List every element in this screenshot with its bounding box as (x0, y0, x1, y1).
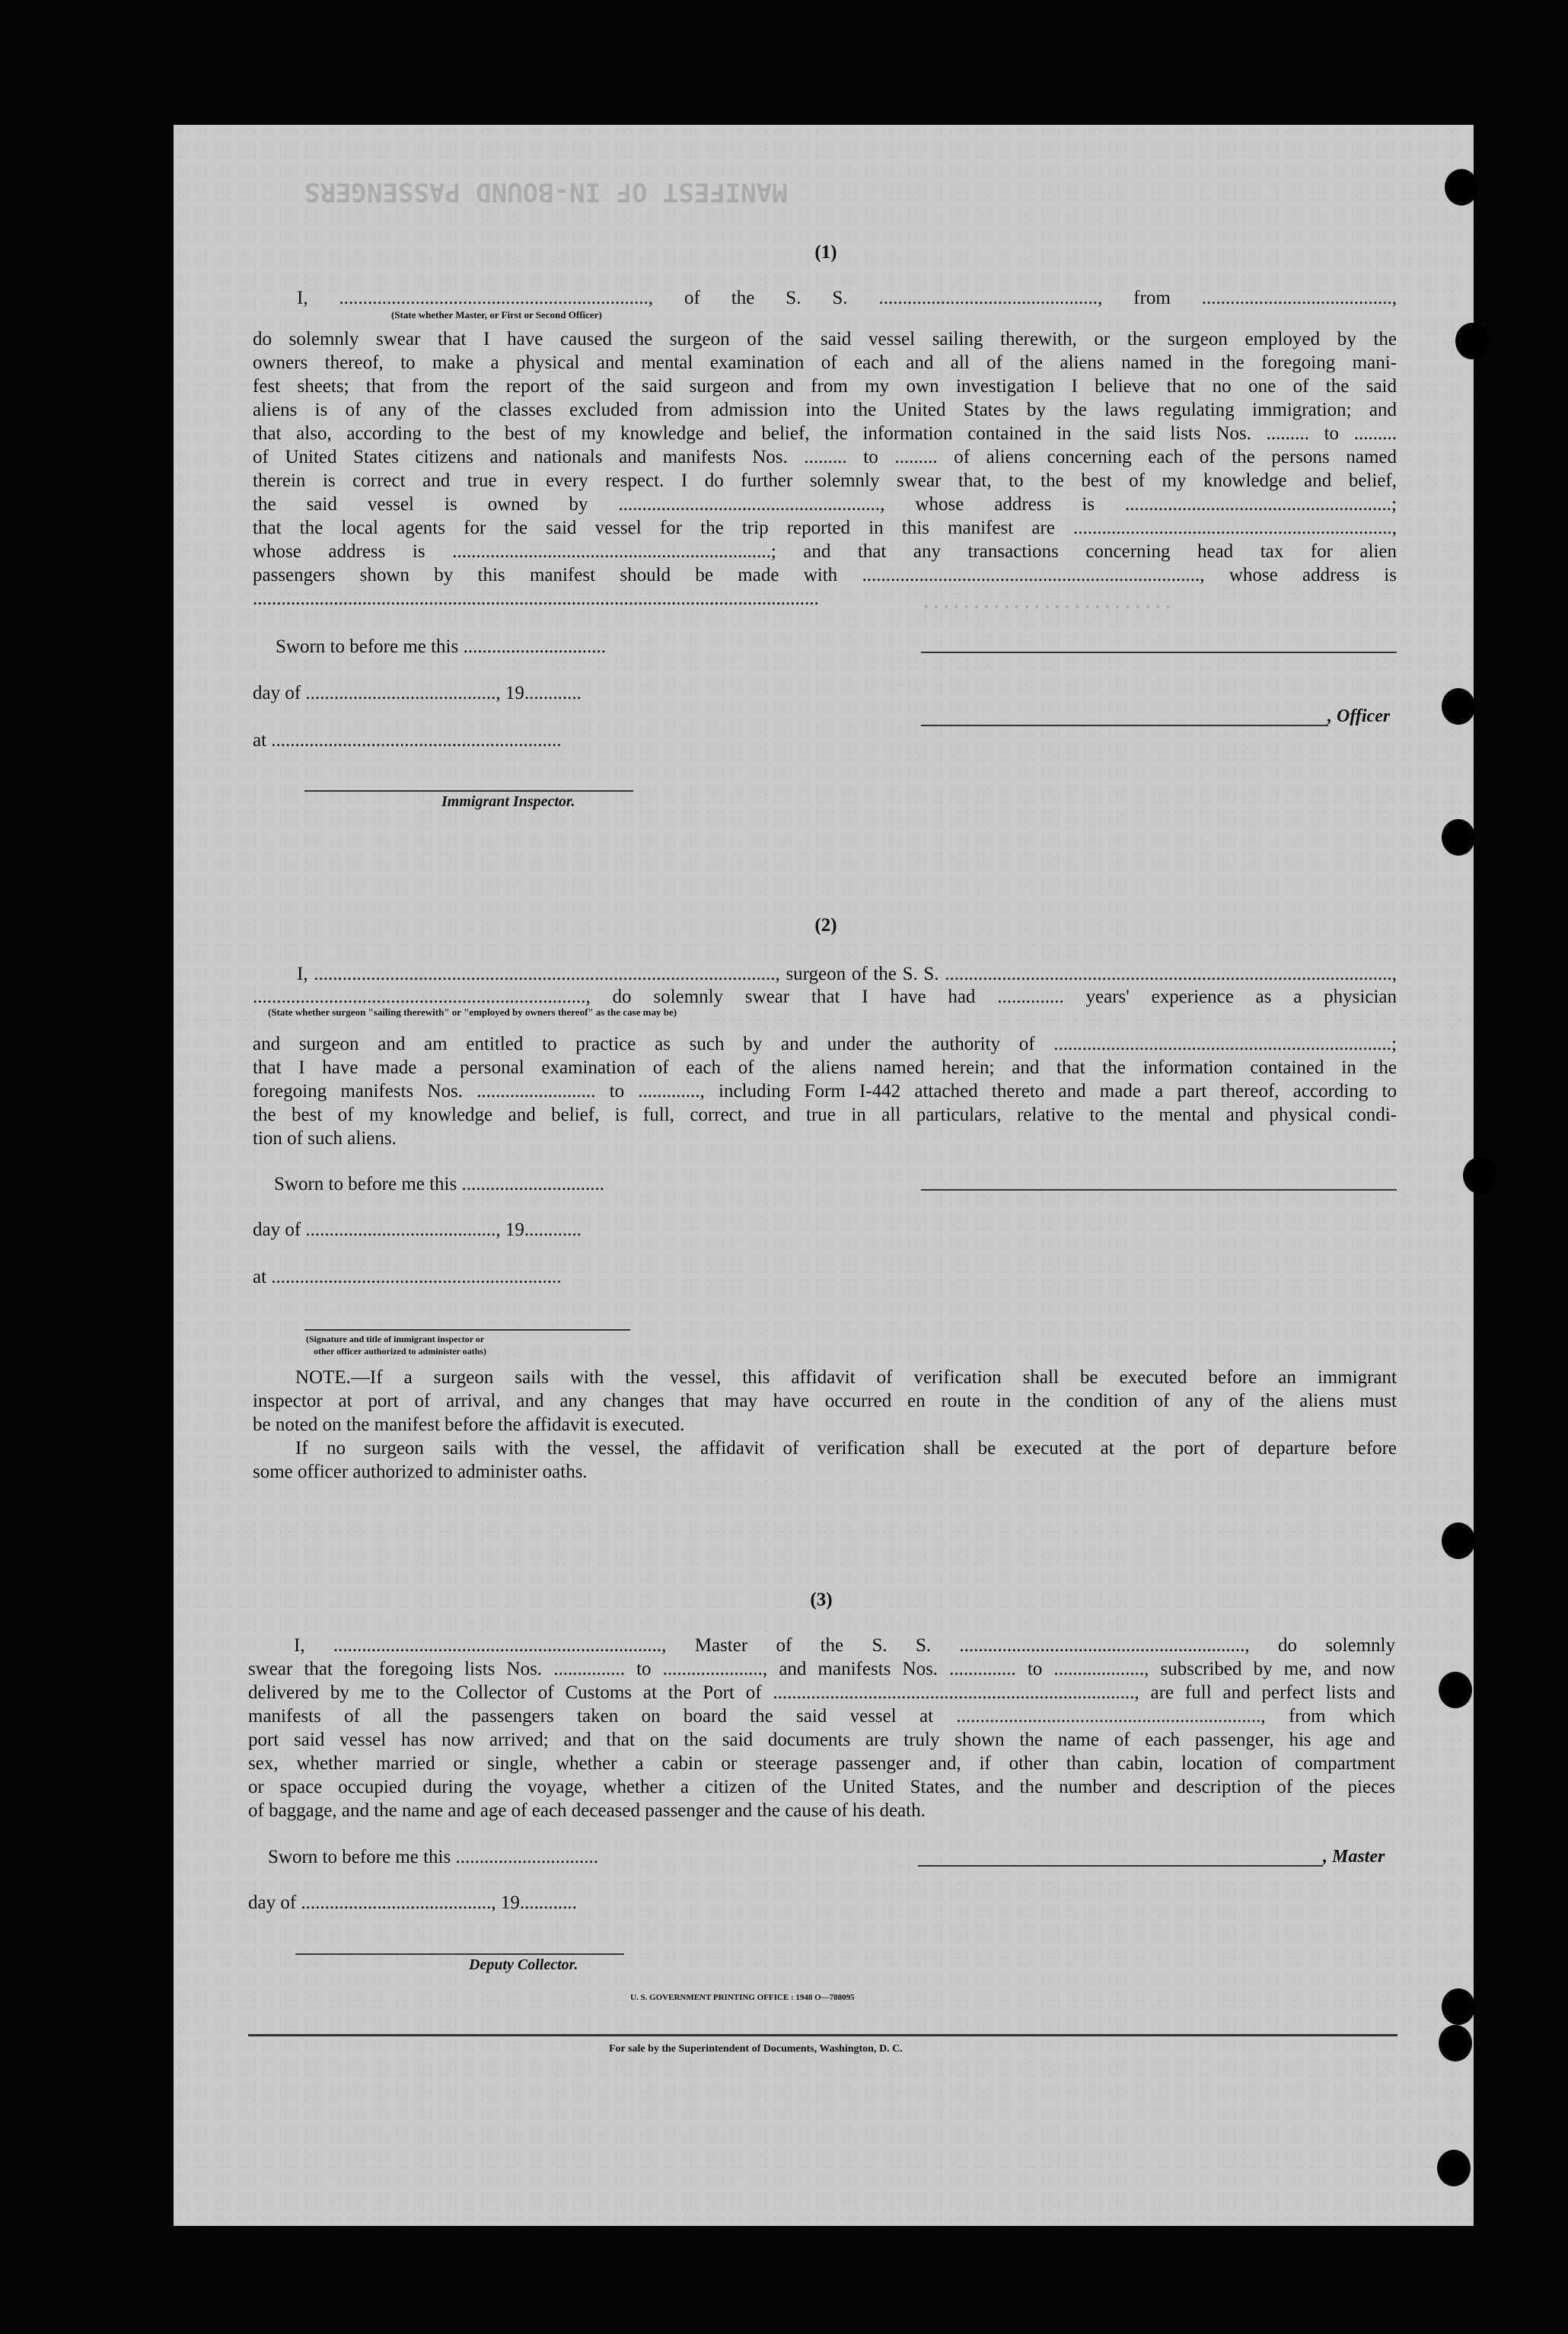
note-line: NOTE.—If a surgeon sails with the vessel, this affidavit of verification shall be executed before an immigrant (295, 1367, 1397, 1388)
binder-hole (1463, 1157, 1496, 1194)
section-1-officer-signature-line (921, 725, 1328, 726)
section-1-text-line: that also, according to the best of my knowledge and belief, the information contained in the said lists Nos. ......... to ......... (253, 423, 1397, 444)
section-2-day-line: day of ........................................, 19............ (253, 1220, 582, 1240)
section-2-at-line: at ............................................................. (253, 1267, 562, 1287)
collector-signature-line (295, 1953, 624, 1955)
section-1-text-line: the said vessel is owned by ......................................................., whose address is ........................................................; (253, 494, 1397, 515)
binder-hole (1442, 819, 1475, 856)
section-3-sworn-line: Sworn to before me this .............................. (268, 1847, 598, 1867)
note-line: inspector at port of arrival, and any changes that may have occurred en route in the condition of any of the aliens must (253, 1391, 1397, 1411)
binder-hole (1437, 2150, 1471, 2186)
section-3-number: (3) (810, 1589, 833, 1610)
section-1-text-line: whose address is ...................................................................; and that any transactions concerning head tax for alien (253, 541, 1397, 562)
section-1-text-line: fest sheets; that from the report of the said surgeon and from my own investigation I believe that no one of the said (253, 376, 1397, 397)
binder-hole (1439, 2025, 1472, 2061)
section-1-at-line: at ............................................................. (253, 730, 562, 751)
binder-hole (1442, 1988, 1475, 2025)
section-3-text-line: swear that the foregoing lists Nos. ............... to ....................., and manifests Nos. .............. to ..................., subscribed by me, and now (248, 1659, 1395, 1679)
section-2-sworn-line: Sworn to before me this .............................. (274, 1174, 604, 1194)
officer-label: , Officer (1327, 706, 1391, 726)
section-3-text-line: or space occupied during the voyage, whether a citizen of the United States, and the number and description of the pieces (248, 1777, 1395, 1797)
section-3-text-line: port said vessel has now arrived; and that on the said documents are truly shown the name of each passenger, his age and (248, 1730, 1395, 1750)
section-2-signature-line (921, 1189, 1397, 1191)
inspector-signature-line (304, 790, 633, 792)
binder-hole (1439, 1672, 1472, 1708)
section-2-text-line: the best of my knowledge and belief, is full, correct, and true in all particulars, relative to the mental and physical condi- (253, 1105, 1397, 1125)
section-3-text-line: sex, whether married or single, whether a cabin or steerage passenger and, if other than cabin, location of compartment (248, 1753, 1395, 1774)
section-2-inspector-signature-line (304, 1329, 630, 1331)
note-line: be noted on the manifest before the affidavit is executed. (253, 1414, 685, 1435)
section-1-text-line: passengers shown by this manifest should be made with ......................................................................., whose address is (253, 565, 1397, 585)
immigrant-inspector-label: Immigrant Inspector. (441, 793, 575, 810)
bleed-through-stamp: ......................... (921, 594, 1174, 613)
note-line: If no surgeon sails with the vessel, the affidavit of verification shall be executed at the port of departure before (295, 1438, 1397, 1459)
printing-office-imprint: U. S. GOVERNMENT PRINTING OFFICE : 1948 O—788095 (630, 1993, 855, 2002)
note-line: some officer authorized to administer oaths. (253, 1462, 588, 1482)
section-1-oath-line: I, ................................................................., of the S. S. .............................................., from ........................................, (297, 288, 1397, 308)
section-1-sworn-line: Sworn to before me this .............................. (276, 636, 606, 657)
section-1-text-line: that the local agents for the said vessel for the trip reported in this manifest are ..................................................................., (253, 518, 1397, 538)
section-1-text-line: therein is correct and true in every respect. I do further solemnly swear that, to the best of my knowledge and belief, (253, 470, 1397, 491)
section-2-oath-line: I, ................................................................................................., surgeon of the S. S. .............................................................................................., (297, 964, 1397, 984)
master-label: , Master (1323, 1847, 1385, 1867)
section-1-day-line: day of ........................................, 19............ (253, 683, 582, 703)
for-sale-notice: For sale by the Superintendent of Documents, Washington, D. C. (609, 2043, 903, 2055)
section-3-text-line: I, ....................................................................., Master of the S. S. ............................................................, do solemnly (294, 1635, 1395, 1656)
footer-rule (248, 2034, 1397, 2036)
master-signature-line (918, 1865, 1323, 1867)
officer-rank-caption: (State whether Master, or First or Second Officer) (391, 309, 602, 320)
section-1-text-line: of United States citizens and nationals and manifests Nos. ......... to ......... of aliens concerning each of the persons named (253, 447, 1397, 467)
section-2-text-line: that I have made a personal examination of each of the aliens named herein; and that the information contained in the (253, 1057, 1397, 1078)
section-1-text-line: owners thereof, to make a physical and mental examination of each and all of the aliens named in the foregoing mani- (253, 352, 1397, 373)
section-1-text-line: do solemnly swear that I have caused the surgeon of the said vessel sailing therewith, or the surgeon employed by the (253, 329, 1397, 349)
binder-hole (1455, 323, 1489, 359)
binder-hole (1445, 169, 1478, 206)
surgeon-status-caption: (State whether surgeon "sailing therewith" or "employed by owners thereof" as the case may be) (268, 1006, 677, 1018)
section-3-text-line: delivered by me to the Collector of Customs at the Port of ............................................................................, are full and perfect lists and (248, 1682, 1395, 1703)
section-1-text-line: ....................................................................................................................... (253, 588, 819, 609)
section-3-text-line: of baggage, and the name and age of each deceased passenger and the cause of his death. (248, 1800, 926, 1821)
section-2-text-line: tion of such aliens. (253, 1128, 397, 1149)
bleed-through-header: MANIFEST OF IN-BOUND PASSENGERS (304, 177, 788, 207)
section-3-text-line: manifests of all the passengers taken on board the said vessel at ................................................................, from which (248, 1706, 1395, 1727)
signature-title-caption: other officer authorized to administer oaths) (314, 1346, 486, 1357)
binder-hole (1442, 1523, 1475, 1559)
deputy-collector-label: Deputy Collector. (469, 1956, 578, 1973)
section-2-experience-line: ......................................................................, do solemnly swear that I have had .............. years' experience as a physician (253, 987, 1397, 1007)
section-2-text-line: foregoing manifests Nos. ......................... to ............., including Form I-442 attached thereto and made a part thereof, according to (253, 1081, 1397, 1102)
section-3-day-line: day of ........................................, 19............ (248, 1892, 577, 1913)
section-2-text-line: and surgeon and am entitled to practice as such by and under the authority of .......................................................................; (253, 1034, 1397, 1054)
section-1-signature-line (921, 652, 1397, 653)
signature-title-caption: (Signature and title of immigrant inspector or (306, 1334, 485, 1344)
section-2-number: (2) (814, 915, 837, 936)
section-1-text-line: aliens is of any of the classes excluded from admission into the United States by the laws regulating immigration; and (253, 400, 1397, 420)
section-1-number: (1) (814, 242, 837, 263)
binder-hole (1442, 688, 1475, 725)
